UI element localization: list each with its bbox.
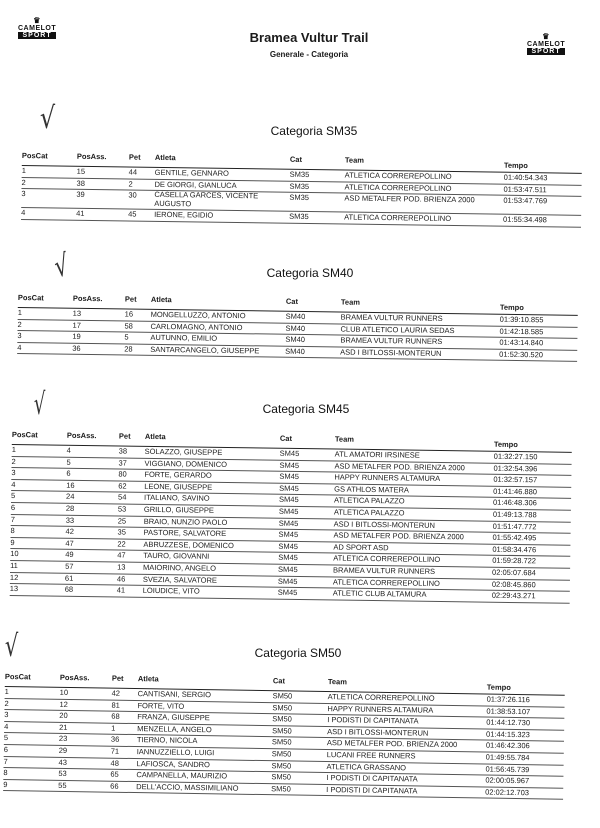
col-tempo-cell: 01:32:57.157 [493,474,538,485]
col-pet-cell: 30 [128,190,137,200]
col-poscat-cell: 13 [9,584,19,594]
col-posass-cell: 68 [64,584,74,594]
col-poscat-cell: 4 [11,479,16,489]
col-cat-cell: SM50 [272,691,293,701]
col-poscat-cell: 3 [21,189,26,199]
page-title: Bramea Vultur Trail [249,30,369,45]
col-poscat-cell: 4 [17,342,22,352]
col-cat-header: Cat [289,154,303,164]
col-tempo-cell: 01:51:47.772 [492,521,537,531]
col-poscat-cell: 11 [10,560,18,571]
col-pet-cell: 66 [110,781,119,791]
col-posass-cell: 16 [66,480,75,490]
col-tempo-cell: 01:42:18.585 [499,326,544,336]
col-atleta-cell: LEONE, GIUSEPPE [144,481,213,492]
logo-bottom-text: SPORT [527,48,565,55]
col-tempo-cell: 01:52:30.520 [499,349,544,360]
col-team-cell: HAPPY RUNNERS ALTAMURA [327,703,434,715]
col-atleta-cell: CASELLA GARCES, VICENTE AUGUSTO [154,190,259,209]
col-cat-cell: SM45 [279,448,300,459]
col-team-cell: BRAMEA VULTUR RUNNERS [333,565,436,576]
col-poscat-cell: 6 [10,502,16,513]
col-posass-header: PosAss. [72,293,103,304]
col-cat-cell: SM45 [279,471,300,482]
col-poscat-cell: 12 [9,572,19,582]
col-posass-cell: 41 [76,208,85,219]
col-team-header: Team [327,677,348,687]
col-atleta-cell: SVEZIA, SALVATORE [142,574,218,585]
col-cat-cell: SM45 [277,576,298,586]
col-pet-cell: 58 [124,321,133,331]
col-tempo-cell: 01:41:46.880 [493,486,538,497]
col-team-cell: ATLETICA PALAZZO [333,495,405,506]
section-title: Categoria SM50 [254,646,342,660]
col-atleta-cell: ITALIANO, SAVINO [144,493,210,504]
col-atleta-cell: DE GIORGI, GIANLUCA [154,179,237,190]
col-posass-header: PosAss. [66,430,97,441]
col-pet-header: Pet [118,431,131,441]
col-atleta-cell: TAURO, GIOVANNI [143,551,210,562]
col-poscat-cell: 2 [21,177,26,187]
col-posass-cell: 17 [72,320,81,330]
col-team-cell: ATLETICA CORREREPOLLINO [332,577,440,588]
col-atleta-cell: PASTORE, SALVATORE [143,528,227,539]
col-poscat-cell: 8 [3,768,8,778]
col-cat-cell: SM40 [285,346,305,356]
col-team-cell: ATLETICA CORREREPOLLINO [344,170,452,182]
col-atleta-header: Atleta [144,431,166,442]
col-pet-cell: 37 [118,458,127,468]
col-cat-cell: SM50 [272,725,292,736]
col-poscat-cell: 3 [4,710,9,720]
col-cat-cell: SM50 [271,737,292,747]
col-team-cell: ATLETIC CLUB ALTAMURA [332,588,427,599]
col-poscat-header: PosCat [11,430,38,440]
col-team-cell: ASD I BITLOSSI-MONTERUN [333,519,436,530]
col-cat-cell: SM45 [278,564,298,574]
col-atleta-cell: MENZELLA, ANGELO [137,723,212,735]
col-posass-cell: 55 [58,780,67,790]
col-cat-cell: SM50 [272,702,293,713]
col-team-cell: ATLETICA CORREREPOLLINO [333,553,441,565]
results-table-sm35 [21,151,582,228]
col-atleta-header: Atleta [137,674,159,684]
col-posass-cell: 53 [58,769,67,779]
col-pet-cell: 81 [111,700,120,710]
section-title: Categoria SM40 [266,266,354,280]
col-poscat-cell: 10 [10,549,19,559]
section-title: Categoria SM35 [270,124,358,138]
col-team-cell: ATLETICA CORREREPOLLINO [327,692,435,703]
col-tempo-cell: 01:49:55.784 [485,752,530,763]
col-cat-cell: SM50 [271,783,291,794]
col-pet-cell: 44 [128,167,138,177]
col-poscat-cell: 5 [11,491,16,501]
col-pet-cell: 36 [110,735,120,745]
col-team-cell: I PODISTI DI CAPITANATA [327,715,419,726]
col-atleta-cell: MONGELLUZZO, ANTONIO [150,309,246,321]
col-cat-cell: SM50 [271,749,292,759]
col-team-cell: ATLETICA CORREREPOLLINO [344,212,452,224]
col-pet-cell: 46 [116,574,126,584]
col-team-cell: BRAMEA VULTUR RUNNERS [340,335,443,347]
col-tempo-cell: 02:00:05.967 [485,775,530,786]
col-tempo-cell: 01:32:54.396 [493,463,538,473]
col-cat-cell: SM40 [285,311,306,322]
col-team-cell: ATLETICA CORREREPOLLINO [344,182,452,193]
col-team-cell: ASD METALFER POD. BRIENZA 2000 [344,193,475,205]
col-pet-cell: 68 [111,711,120,721]
col-poscat-cell: 9 [10,537,15,547]
col-cat-cell: SM45 [278,506,299,516]
handwritten-check-icon: √ [39,101,56,136]
col-pet-cell: 22 [117,539,126,549]
col-atleta-cell: CAMPANELLA, MAURIZIO [136,770,228,781]
col-pet-cell: 42 [111,688,121,698]
col-team-cell: LUCANI FREE RUNNERS [326,750,416,761]
col-cat-cell: SM35 [289,192,310,203]
col-posass-cell: 5 [66,457,71,467]
handwritten-check-icon: √ [51,248,72,285]
col-pet-cell: 53 [117,504,127,514]
col-cat-cell: SM40 [285,323,306,333]
crown-icon: ♛ [542,32,550,41]
col-posass-cell: 21 [59,722,68,732]
col-poscat-cell: 5 [3,733,9,743]
col-posass-cell: 6 [66,468,71,479]
col-pet-cell: 28 [124,344,133,354]
col-pet-cell: 62 [118,481,127,491]
col-tempo-cell: 01:46:42.306 [485,740,530,751]
col-team-cell: ATLETICA PALAZZO [333,507,405,518]
col-atleta-cell: GRILLO, GIUSEPPE [143,504,214,515]
col-posass-cell: 47 [65,538,74,548]
col-poscat-cell: 4 [21,208,26,218]
col-posass-cell: 29 [58,745,68,755]
col-atleta-cell: MAIORINO, ANGELO [143,562,217,573]
col-poscat-cell: 9 [3,779,8,789]
col-posass-cell: 24 [66,492,75,502]
col-atleta-cell: SANTARCANGELO, GIUSEPPE [150,344,260,356]
col-atleta-cell: AUTUNNO, EMILIO [150,333,218,343]
col-posass-cell: 49 [65,550,74,560]
col-atleta-header: Atleta [150,294,172,305]
col-cat-header: Cat [272,676,286,686]
col-tempo-cell: 02:08:45.860 [491,579,536,589]
logo-bottom-text: SPORT [18,32,56,39]
col-tempo-cell: 01:59:28.722 [492,556,537,566]
col-pet-cell: 5 [124,332,129,342]
col-posass-cell: 23 [58,734,68,744]
col-team-cell: ASD METALFER POD. BRIENZA 2000 [326,738,458,750]
col-tempo-cell: 02:05:07.684 [491,567,536,578]
col-tempo-cell: 01:44:15.323 [486,729,530,740]
col-tempo-header: Tempo [503,160,528,171]
col-pet-cell: 41 [116,585,126,595]
col-pet-header: Pet [128,152,141,162]
col-pet-header: Pet [124,294,137,304]
col-posass-cell: 38 [76,178,85,188]
col-pet-cell: 38 [118,446,128,456]
col-tempo-cell: 01:55:42.495 [492,532,537,543]
col-team-cell: ATL AMATORI IRSINESE [334,449,420,460]
col-cat-cell: SM35 [289,211,309,222]
crown-icon: ♛ [33,16,41,25]
col-cat-cell: SM35 [289,181,310,191]
col-team-cell: I PODISTI DI CAPITANATA [326,784,418,796]
results-table-sm40 [17,293,578,362]
col-atleta-cell: GENTILE, GENNARO [154,167,229,178]
col-pet-cell: 2 [128,179,133,189]
col-tempo-header: Tempo [486,682,511,692]
handwritten-check-icon: √ [33,387,46,422]
col-pet-cell: 16 [124,309,134,319]
col-poscat-cell: 1 [21,165,26,176]
logo-top-text: CAMELOT [527,41,566,48]
col-posass-header: PosAss. [76,151,107,162]
col-atleta-cell: SOLAZZO, GIUSEPPE [144,446,223,457]
col-team-cell: BRAMEA VULTUR RUNNERS [340,312,443,323]
col-poscat-cell: 1 [17,307,22,318]
col-team-cell: ASD I BITLOSSI-MONTERUN [340,347,442,358]
col-pet-cell: 47 [117,550,126,560]
col-pet-cell: 71 [110,746,120,756]
col-tempo-cell: 01:56:45.739 [485,764,530,774]
col-pet-cell: 54 [118,492,127,502]
section-title: Categoria SM45 [262,402,350,416]
col-pet-cell: 13 [117,562,126,572]
col-tempo-cell: 01:49:13.788 [492,509,537,520]
col-posass-cell: 12 [59,699,68,709]
col-team-header: Team [334,434,355,444]
col-cat-cell: SM50 [271,760,292,771]
col-cat-header: Cat [285,296,299,306]
col-atleta-cell: FORTE, GERARDO [144,470,212,480]
col-atleta-cell: ABRUZZESE, DOMENICO [143,539,234,550]
col-tempo-cell: 01:53:47.769 [503,195,548,206]
col-pet-cell: 48 [110,758,120,768]
col-tempo-cell: 01:46:48.306 [492,498,537,508]
col-team-cell: ASD METALFER POD. BRIENZA 2000 [333,530,464,542]
col-posass-cell: 13 [72,308,82,318]
col-atleta-cell: LAFIOSCA, SANDRO [136,758,211,769]
col-posass-cell: 28 [65,503,75,513]
col-poscat-cell: 3 [17,331,22,341]
col-posass-cell: 15 [76,166,86,176]
col-atleta-header: Atleta [154,152,176,163]
col-poscat-cell: 1 [11,444,16,455]
col-atleta-cell: LOIUDICE, VITO [142,585,200,596]
col-cat-cell: SM50 [271,772,292,782]
col-cat-cell: SM50 [272,714,292,724]
col-cat-cell: SM45 [278,495,299,505]
col-poscat-cell: 2 [4,698,9,708]
col-atleta-cell: BRAIO, NUNZIO PAOLO [143,516,228,527]
col-pet-cell: 80 [118,469,127,479]
col-team-header: Team [340,297,361,307]
handwritten-check-icon: √ [4,629,19,664]
col-posass-cell: 61 [64,573,74,583]
col-team-cell: ASD METALFER POD. BRIENZA 2000 [334,461,465,472]
col-team-cell: I PODISTI DI CAPITANATA [326,773,418,784]
col-atleta-cell: IANNUZZIELLO, LUIGI [136,747,215,758]
col-tempo-header: Tempo [493,439,518,450]
col-posass-cell: 42 [65,526,74,537]
col-poscat-cell: 6 [3,744,9,755]
col-atleta-cell: CARLOMAGNO, ANTONIO [150,321,243,332]
col-cat-cell: SM45 [278,518,299,528]
col-tempo-cell: 01:38:53.107 [486,706,531,716]
col-atleta-cell: CANTISANI, SERGIO [137,689,212,700]
col-pet-cell: 35 [117,527,126,537]
col-posass-cell: 4 [66,445,71,455]
col-atleta-cell: DELL'ACCIO, MASSIMILIANO [136,781,239,793]
col-cat-cell: SM40 [285,334,306,345]
col-cat-cell: SM45 [278,541,299,551]
col-poscat-header: PosCat [21,151,48,161]
col-posass-header: PosAss. [59,672,90,683]
col-cat-cell: SM45 [278,553,298,563]
col-tempo-cell: 01:40:54.343 [503,172,548,183]
results-table-sm50 [3,672,565,800]
col-cat-header: Cat [279,433,293,443]
col-atleta-cell: FRANZA, GIUSEPPE [137,712,210,723]
col-tempo-cell: 01:55:34.498 [503,214,547,225]
col-team-cell: CLUB ATLETICO LAURIA SEDAS [340,324,455,335]
col-pet-cell: 65 [110,769,119,779]
col-tempo-cell: 02:29:43.271 [491,590,536,601]
col-poscat-cell: 2 [11,456,16,466]
col-poscat-cell: 7 [3,756,8,766]
col-tempo-cell: 01:32:27.150 [493,451,538,462]
col-team-cell: GS ATHLOS MATERA [334,484,410,495]
col-poscat-header: PosCat [4,672,31,682]
col-atleta-cell: VIGGIANO, DOMENICO [144,458,228,469]
col-cat-cell: SM45 [277,587,298,598]
col-pet-cell: 25 [117,516,127,526]
col-cat-cell: SM45 [279,460,300,470]
col-posass-cell: 57 [65,561,74,571]
col-pet-header: Pet [111,673,124,683]
col-poscat-cell: 4 [4,721,9,731]
col-posass-cell: 43 [58,757,68,767]
col-atleta-cell: IERONE, EGIDIO [154,210,214,220]
col-pet-cell: 45 [128,209,137,219]
col-team-cell: HAPPY RUNNERS ALTAMURA [334,472,441,484]
col-tempo-cell: 01:53:47.511 [503,184,547,194]
col-team-header: Team [344,155,365,165]
col-atleta-cell: TIERNO, NICOLA [136,735,198,746]
col-tempo-cell: 01:37:26.116 [486,694,530,705]
col-cat-cell: SM45 [278,529,299,540]
col-tempo-cell: 01:44:12.730 [486,717,531,728]
col-poscat-cell: 3 [11,468,16,478]
page-subtitle: Generale - Categoria [269,50,349,59]
col-team-cell: ASD I BITLOSSI-MONTERUN [327,726,429,738]
col-cat-cell: SM35 [289,169,310,180]
col-poscat-cell: 7 [10,514,15,524]
col-cat-cell: SM45 [279,483,299,493]
col-tempo-cell: 01:39:10.855 [499,314,544,325]
col-posass-cell: 33 [65,515,75,525]
col-pet-cell: 1 [111,723,116,733]
col-team-cell: AD SPORT ASD [333,542,389,553]
col-posass-cell: 36 [72,343,81,353]
col-poscat-cell: 2 [17,319,22,329]
col-atleta-cell: FORTE, VITO [137,700,185,711]
results-table-sm45 [10,430,572,604]
col-tempo-cell: 01:58:34.476 [492,544,537,555]
col-posass-cell: 20 [59,711,68,721]
logo-top-text: CAMELOT [18,25,57,32]
col-posass-cell: 39 [76,189,85,200]
col-poscat-cell: 1 [4,686,9,697]
col-poscat-cell: 8 [10,526,15,536]
col-posass-cell: 10 [59,687,69,697]
col-tempo-cell: 02:02:12.703 [485,787,530,797]
col-team-cell: ATLETICA GRASSANO [326,761,407,772]
col-tempo-header: Tempo [499,302,524,313]
col-tempo-cell: 01:43:14.840 [499,337,544,348]
col-poscat-header: PosCat [17,293,44,303]
col-posass-cell: 19 [72,331,81,342]
